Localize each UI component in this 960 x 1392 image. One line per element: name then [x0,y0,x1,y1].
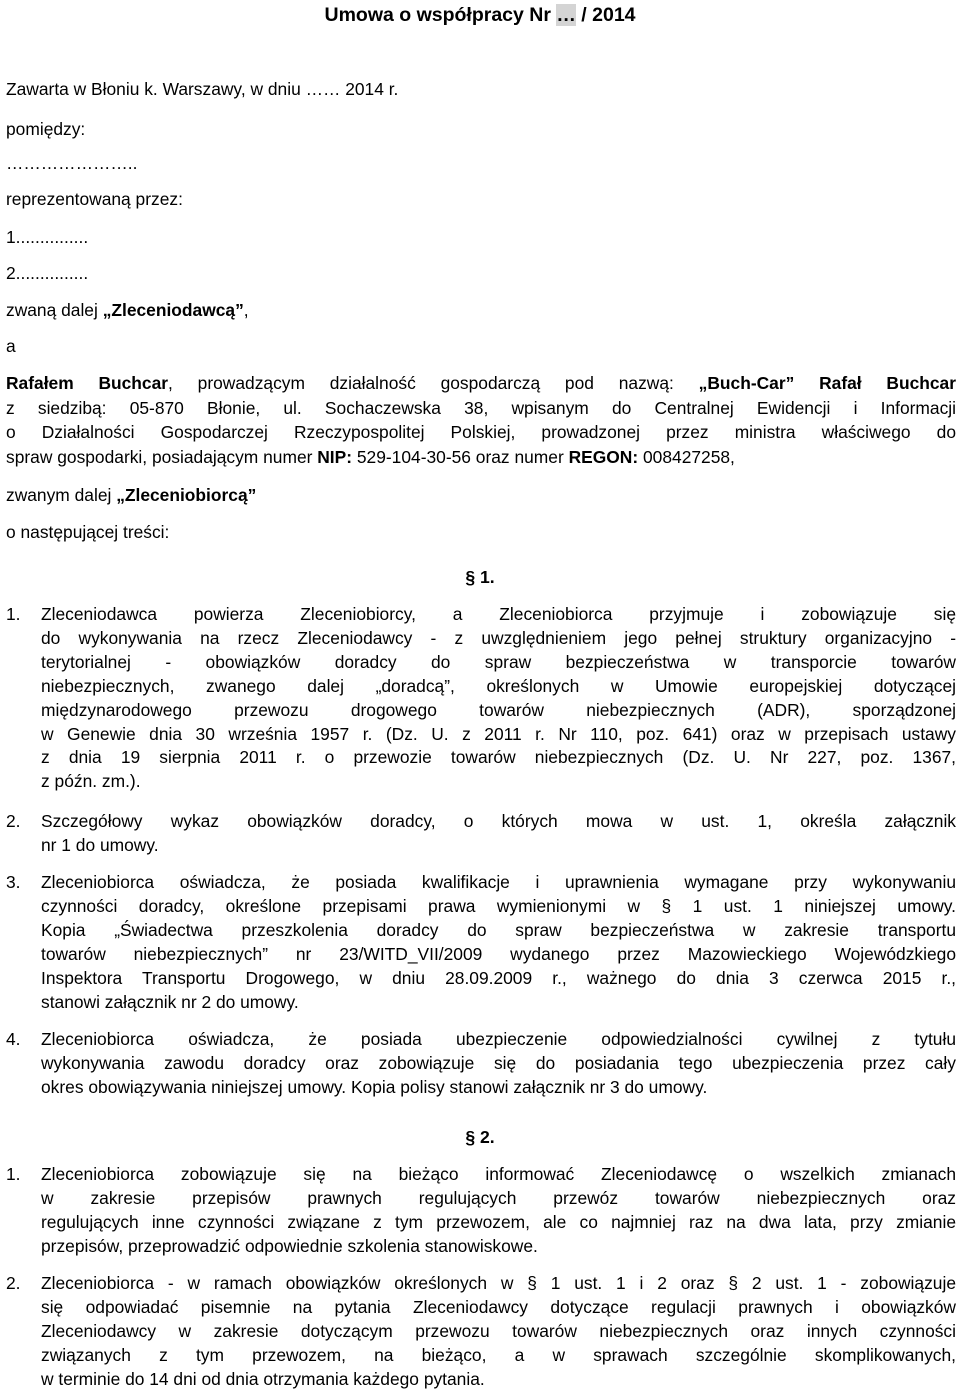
section-1-heading: § 1. [465,567,495,587]
item-line: Zleceniodawca powierza Zleceniobiorcy, a Zleceniobiorca przyjmuje i zobowiązuje się [41,604,956,624]
item-line: się odpowiadać pisemnie na pytania Zleceniodawcy dotyczące regulacji prawnych i obowiązków [41,1296,956,1317]
item-line: Inspektora Transportu Drogowego, w dniu 28.09.2009 r., ważnego do dnia 3 czerwca 2015 r., [41,967,956,988]
item-line: do wykonywania na rzecz Zleceniodawcy - z uwzględnieniem jego pełnej struktury organizacyjno - [41,627,956,648]
section-2-item-1 [6,1163,956,1259]
item-line: z dnia 19 sierpnia 2011 r. o przewozie towarów niebezpiecznych (Dz. U. Nr 227, poz. 1367, [41,747,956,768]
item-number: 2. [6,1273,21,1293]
section-1-item-1 [6,603,956,794]
item-line: w Genewie dnia 30 września 1957 r. (Dz. U. z 2011 r. Nr 110, poz. 641) oraz w przepisach ustawy [41,723,956,744]
section-2-item-2 [6,1272,956,1392]
item-line: Zleceniodawcy w zakresie dotyczącym przewozu towarów niebezpiecznych oraz innych czynności [41,1320,956,1341]
contractor-line-1 [6,371,956,396]
item-line: w zakresie przepisów prawnych regulujących przewóz towarów niebezpiecznych oraz [41,1187,956,1208]
item-number: 3. [6,872,21,892]
client-called-name: „Zleceniodawcą” [102,300,244,320]
item-number: 4. [6,1029,21,1049]
regon-label: REGON: [568,446,639,467]
item-line: Szczegółowy wykaz obowiązków doradcy, o których mowa w ust. 1, określa załącznik [41,811,956,831]
and-label: a [6,336,16,356]
item-line: w terminie do 14 dni od dnia otrzymania każdego pytania. [41,1368,485,1389]
client-called-prefix: zwaną dalej [6,300,103,320]
concluded-line: Zawarta w Błoniu k. Warszawy, w dniu …… 2014 r. [6,79,399,99]
nip-value: 529-104-30-56 oraz numer [352,446,569,467]
item-line: stanowi załącznik nr 2 do umowy. [41,991,299,1012]
item-line: Zleceniobiorca zobowiązuje się na bieżąco informować Zleceniodawcę o wszelkich zmianach [41,1164,956,1184]
item-number: 1. [6,604,21,624]
representative-2: 2............... [6,263,89,283]
contractor-line-3: o Działalności Gospodarczej Rzeczypospolitej Polskiej, prowadzonej przez ministra właściwego do [6,422,956,442]
contractor-mid: , prowadzącym działalność gospodarczą pod nazwą: [168,373,699,393]
item-number: 2. [6,811,21,831]
contractor-company: „Buch-Car” Rafał Buchcar [698,373,956,393]
contractor-name: Rafałem Buchcar [6,373,169,393]
nip-label: NIP: [317,446,353,467]
item-line: terytorialnej - obowiązków doradcy do spraw bezpieczeństwa w transporcie towarów [41,651,956,672]
item-number: 1. [6,1164,21,1184]
contractor-line-4 [6,445,956,470]
item-line: okres obowiązywania niniejszej umowy. Kopia polisy stanowi załącznik nr 3 do umowy. [41,1076,708,1097]
represented-label: reprezentowaną przez: [6,189,183,209]
item-line: Zleceniobiorca - w ramach obowiązków określonych w § 1 ust. 1 i 2 oraz § 2 ust. 1 - zobowiązuje [41,1273,956,1293]
contractor-line-2: z siedzibą: 05-870 Błonie, ul. Sochaczewska 38, wpisanym do Centralnej Ewidencji i Informacji [6,397,956,418]
party-placeholder: ………………….. [6,153,138,173]
section-1-item-4 [6,1028,956,1100]
item-line: regulujących inne czynności związane z tym przewozem, ale co najmniej raz na dwa lata, przy zmianie [41,1211,956,1232]
section-1-item-3 [6,871,956,1014]
item-line: przepisów, przeprowadzić odpowiednie szkolenia stanowiskowe. [41,1235,538,1256]
item-line: związanych z tym przewozem, na bieżąco, a w sprawach szczególnie skomplikowanych, [41,1344,956,1365]
item-line: Kopia „Świadectwa przeszkolenia doradcy do spraw bezpieczeństwa w zakresie transportu [41,919,956,940]
item-line: towarów niebezpiecznych” nr 23/WITD_VII/2009 wydanego przez Mazowieckiego Wojewódzkiego [41,943,956,964]
item-line: niebezpiecznych, zwanego dalej „doradcą”, określonych w Umowie europejskiej dotyczącej [41,675,956,696]
contract-number-placeholder: … [556,4,576,26]
content-label: o następującej treści: [6,522,170,542]
title-prefix: Umowa o współpracy Nr [324,4,557,26]
contractor-designation [6,484,256,506]
client-designation [6,299,249,321]
contractor-line-4-text: spraw gospodarki, posiadającym numer [6,446,318,467]
item-line: Zleceniobiorca oświadcza, że posiada ubezpieczenie odpowiedzialności cywilnej z tytułu [41,1029,956,1049]
contractor-called-prefix: zwanym dalej [6,485,117,505]
contractor-called-name: „Zleceniobiorcą” [116,485,257,505]
section-2-heading: § 2. [465,1127,495,1147]
item-line: wykonywania zawodu doradcy oraz zobowiązuje się do posiadania tego ubezpieczenia przez cały [41,1052,956,1073]
item-line: z późn. zm.). [41,771,141,792]
regon-value: 008427258, [638,446,735,467]
document-title [0,4,960,27]
contractor-paragraph [6,371,956,469]
title-suffix: / 2014 [575,4,636,26]
client-called-suffix: , [243,300,249,320]
item-line: Zleceniobiorca oświadcza, że posiada kwalifikacje i uprawnienia wymagane przy wykonywaniu [41,872,956,892]
representative-1: 1............... [6,227,89,247]
item-line: międzynarodowego przewozu drogowego towarów niebezpiecznych (ADR), sporządzonej [41,699,956,720]
item-line: nr 1 do umowy. [41,834,159,855]
between-label: pomiędzy: [6,119,86,139]
item-line: czynności doradcy, określone przepisami prawa wymienionymi w § 1 ust. 1 niniejszej umowy. [41,895,956,916]
section-1-item-2 [6,810,956,858]
